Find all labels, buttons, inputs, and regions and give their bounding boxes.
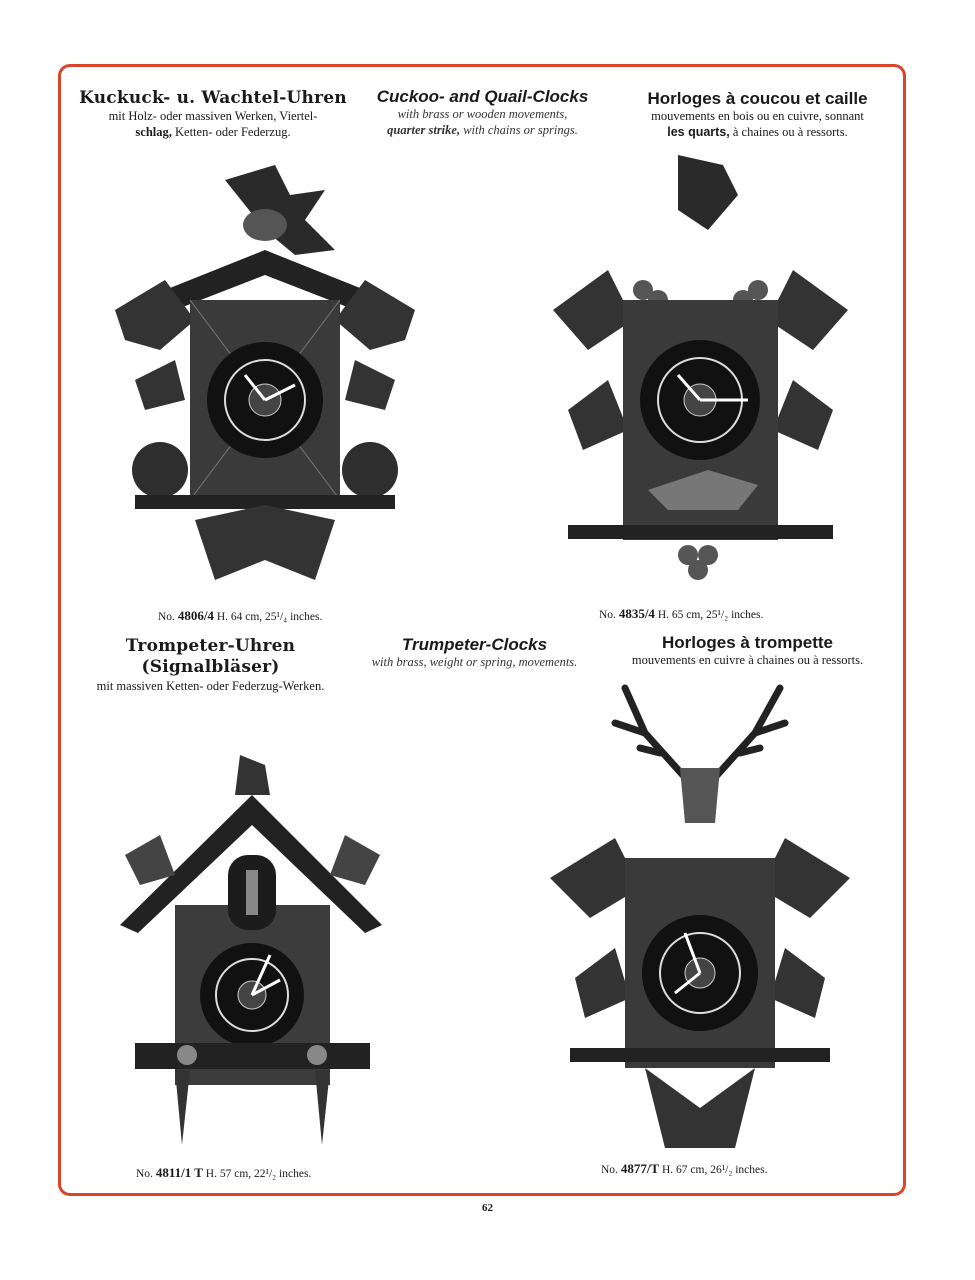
caption-4835 [599, 606, 763, 622]
trumpeter-clock-house-icon [120, 755, 385, 1155]
desc-english-cuckoo-bold: quarter strike, [387, 122, 461, 137]
caption-spec: H. 65 cm, 25¹/₂ inches. [657, 609, 764, 621]
desc-english-trumpeter: with brass, weight or spring, movements. [371, 655, 578, 670]
desc-french-cuckoo-line1: mouvements en bois ou en cuivre, sonnant [651, 109, 864, 124]
caption-number: 4835/4 [618, 606, 655, 621]
title-english-cuckoo: Cuckoo- and Quail-Clocks [376, 87, 589, 106]
caption-number: 4811/1 T [155, 1165, 203, 1180]
page-number: 62 [482, 1202, 493, 1214]
caption-spec: H. 64 cm, 25¹/₄ inches. [216, 611, 323, 623]
caption-4877 [601, 1161, 768, 1177]
header-french-cuckoo [620, 88, 895, 141]
cuckoo-clock-grapes-fox-icon [548, 150, 853, 600]
desc-german-cuckoo-line1: mit Holz- oder massiven Werken, Viertel- [108, 109, 318, 124]
desc-german-cuckoo-bold: schlag, [135, 124, 172, 139]
caption-4811 [136, 1165, 311, 1181]
desc-english-cuckoo-line2: with chains or springs. [460, 122, 578, 137]
desc-french-cuckoo-bold: les quarts, [667, 124, 730, 139]
title-french-trumpeter: Horloges à trompette [662, 633, 833, 652]
title-french-cuckoo: Horloges à coucou et caille [647, 89, 868, 108]
header-english-cuckoo [355, 86, 610, 139]
desc-german-cuckoo-line2: Ketten- oder Federzug. [171, 124, 291, 139]
desc-german-trumpeter: mit massiven Ketten- oder Federzug-Werken. [96, 678, 325, 693]
desc-english-cuckoo-line1: with brass or wooden movements, [397, 107, 568, 122]
title-german-trumpeter: Trompeter-Uhren (Signalbläser) [125, 636, 296, 678]
header-german-cuckoo [68, 88, 358, 141]
header-german-trumpeter [68, 636, 353, 694]
caption-prefix: No. [136, 1168, 153, 1180]
title-german-cuckoo: Kuckuck- u. Wachtel-Uhren [79, 88, 347, 108]
desc-french-trumpeter: mouvements en cuivre à chaines ou à ressorts. [631, 653, 864, 668]
caption-number: 4806/4 [177, 608, 214, 623]
header-english-trumpeter [352, 634, 597, 671]
caption-prefix: No. [599, 609, 616, 621]
desc-french-cuckoo-line2: à chaines ou à ressorts. [729, 124, 848, 139]
cuckoo-clock-birds-icon [105, 160, 425, 600]
header-french-trumpeter [605, 632, 890, 669]
caption-prefix: No. [601, 1164, 618, 1176]
title-english-trumpeter: Trumpeter-Clocks [401, 635, 548, 654]
caption-4806 [158, 608, 322, 624]
caption-prefix: No. [158, 611, 175, 623]
caption-spec: H. 67 cm, 26¹/₂ inches. [661, 1164, 768, 1176]
caption-spec: H. 57 cm, 22¹/₂ inches. [205, 1168, 312, 1180]
trumpeter-clock-stag-icon [545, 678, 855, 1158]
caption-number: 4877/T [620, 1161, 660, 1176]
